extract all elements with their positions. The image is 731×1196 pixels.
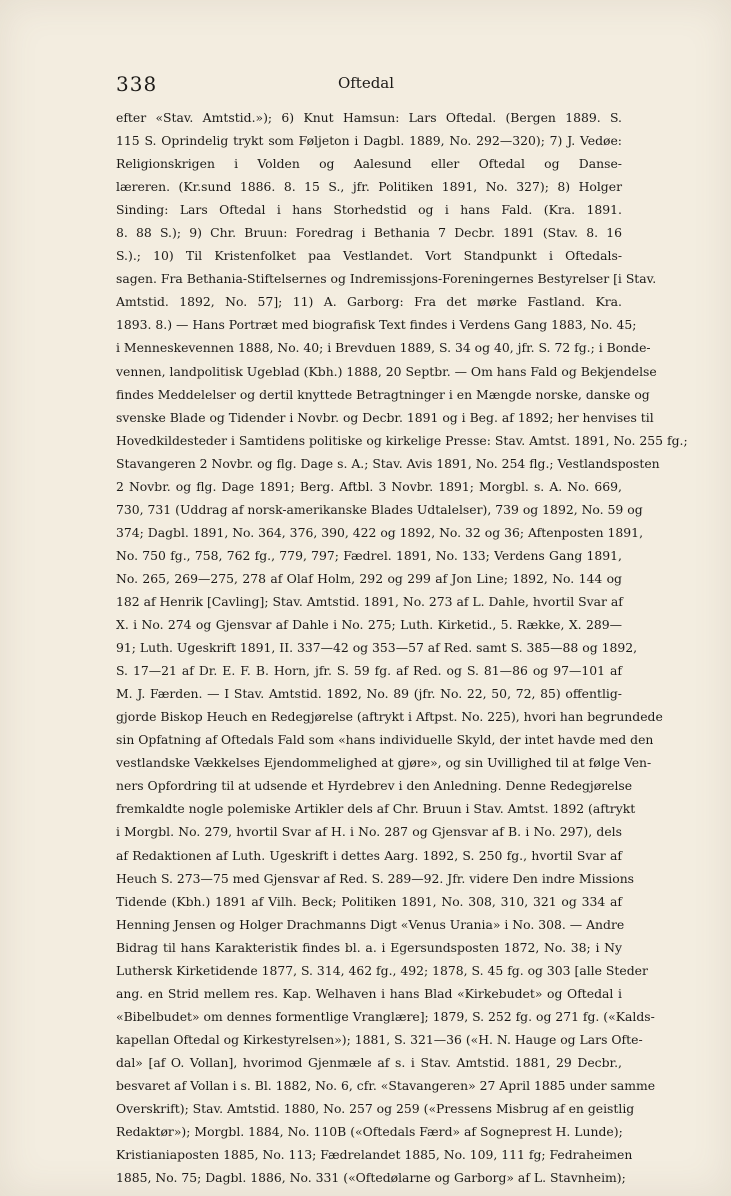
text-line: svenske Blade og Tidender i Novbr. og Decbr. 1891 og i Beg. af 1892; her henvises til: [116, 409, 654, 425]
text-line: sin Opfatning af Oftedals Fald som «hans individuelle Skyld, der intet havde med den: [116, 732, 654, 748]
running-title: Oftedal: [337, 74, 395, 92]
text-line: No. 750 fg., 758, 762 fg., 779, 797; Fædrel. 1891, No. 133; Verdens Gang 1891,: [116, 547, 622, 563]
text-line: X. i No. 274 og Gjensvar af Dahle i No. 275; Luth. Kirketid., 5. Række, X. 289—: [116, 617, 622, 633]
text-line: Tidende (Kbh.) 1891 af Vilh. Beck; Politiken 1891, No. 308, 310, 321 og 334 af: [116, 893, 622, 909]
text-line: 374; Dagbl. 1891, No. 364, 376, 390, 422 og 1892, No. 32 og 36; Aftenposten 1891,: [116, 524, 644, 540]
text-line: besvaret af Vollan i s. Bl. 1882, No. 6, cfr. «Stavangeren» 27 April 1885 under samme: [116, 1077, 656, 1093]
text-line: fremkaldte nogle polemiske Artikler dels af Chr. Bruun i Stav. Amtst. 1892 (aftrykt: [116, 801, 636, 817]
text-line: dal» [af O. Vollan], hvorimod Gjenmæle af s. i Stav. Amtstid. 1881, 29 Decbr.,: [116, 1054, 622, 1070]
running-head: [116, 68, 616, 98]
text-line: Stavangeren 2 Novbr. og flg. Dage s. A.; Stav. Avis 1891, No. 254 flg.; Vestlandsposten: [116, 455, 660, 471]
text-line: vestlandske Vækkelses Ejendommelighed at gjøre», og sin Uvillighed til at følge Ven-: [116, 755, 652, 771]
text-line: 1885, No. 75; Dagbl. 1886, No. 331 («Oftedølarne og Garborg» af L. Stavnheim);: [116, 1170, 626, 1186]
text-line: Bidrag til hans Karakteristik findes bl. a. i Egersundsposten 1872, No. 38; i Ny: [116, 939, 622, 955]
text-line: sagen. Fra Bethania-Stiftelsernes og Indremissjons-Foreningernes Bestyrelser [i Stav.: [116, 271, 657, 287]
text-line: 2 Novbr. og flg. Dage 1891; Berg. Aftbl. 3 Novbr. 1891; Morgbl. s. A. No. 669,: [116, 478, 622, 494]
text-line: 1893. 8.) — Hans Portræt med biografisk Text findes i Verdens Gang 1883, No. 45;: [116, 317, 637, 333]
text-line: Sinding: Lars Oftedal i hans Storhedstid og i hans Fald. (Kra. 1891.: [116, 202, 622, 218]
text-line: 8. 88 S.); 9) Chr. Bruun: Foredrag i Bethania 7 Decbr. 1891 (Stav. 8. 16: [116, 225, 622, 241]
text-line: Luthersk Kirketidende 1877, S. 314, 462 fg., 492; 1878, S. 45 fg. og 303 [alle Steder: [116, 962, 648, 978]
text-line: Amtstid. 1892, No. 57]; 11) A. Garborg: Fra det mørke Fastland. Kra.: [116, 294, 622, 310]
text-line: «Bibelbudet» om dennes formentlige Vranglære]; 1879, S. 252 fg. og 271 fg. («Kalds-: [116, 1008, 655, 1024]
text-line: kapellan Oftedal og Kirkestyrelsen»); 1881, S. 321—36 («H. N. Hauge og Lars Ofte-: [116, 1031, 643, 1047]
text-line: Overskrift); Stav. Amtstid. 1880, No. 257 og 259 («Pressens Misbrug af en geistlig: [116, 1101, 635, 1117]
text-line: 91; Luth. Ugeskrift 1891, II. 337—42 og 353—57 af Red. samt S. 385—88 og 1892,: [116, 640, 638, 656]
text-line: 730, 731 (Uddrag af norsk-amerikanske Blades Udtalelser), 739 og 1892, No. 59 og: [116, 501, 643, 517]
text-line: Religionskrigen i Volden og Aalesund eller Oftedal og Danse-: [116, 156, 622, 172]
body-text: [116, 106, 688, 1189]
text-line: i Morgbl. No. 279, hvortil Svar af H. i No. 287 og Gjensvar af B. i No. 297), dels: [116, 824, 622, 840]
text-line: Redaktør»); Morgbl. 1884, No. 110B («Oftedals Færd» af Sogneprest H. Lunde);: [116, 1124, 623, 1140]
page-number: 338: [116, 72, 158, 96]
text-line: Kristianiaposten 1885, No. 113; Fædrelandet 1885, No. 109, 111 fg; Fedraheimen: [116, 1147, 633, 1163]
text-line: S.).; 10) Til Kristenfolket paa Vestlandet. Vort Standpunkt i Oftedals-: [116, 248, 622, 264]
text-line: Henning Jensen og Holger Drachmanns Digt «Venus Urania» i No. 308. — Andre: [116, 916, 625, 932]
text-line: Heuch S. 273—75 med Gjensvar af Red. S. 289—92. Jfr. videre Den indre Missions: [116, 870, 635, 886]
text-line: vennen, landpolitisk Ugeblad (Kbh.) 1888, 20 Septbr. — Om hans Fald og Bekjendelse: [116, 363, 657, 379]
text-line: ners Opfordring til at udsende et Hyrdebrev i den Anledning. Denne Redegjørelse: [116, 778, 633, 794]
text-line: Hovedkildesteder i Samtidens politiske og kirkelige Presse: Stav. Amtst. 1891, No. 255 fg.;: [116, 432, 688, 448]
text-line: af Redaktionen af Luth. Ugeskrift i dettes Aarg. 1892, S. 250 fg., hvortil Svar af: [116, 847, 622, 863]
text-line: gjorde Biskop Heuch en Redegjørelse (aftrykt i Aftpst. No. 225), hvori han begrundede: [116, 709, 663, 725]
text-line: læreren. (Kr.sund 1886. 8. 15 S., jfr. Politiken 1891, No. 327); 8) Holger: [116, 179, 622, 195]
text-line: M. J. Færden. — I Stav. Amtstid. 1892, No. 89 (jfr. No. 22, 50, 72, 85) offentlig-: [116, 686, 622, 702]
text-line: findes Meddelelser og dertil knyttede Betragtninger i en Mængde norske, danske og: [116, 386, 650, 402]
text-line: 182 af Henrik [Cavling]; Stav. Amtstid. 1891, No. 273 af L. Dahle, hvortil Svar af: [116, 593, 623, 609]
text-line: ang. en Strid mellem res. Kap. Welhaven i hans Blad «Kirkebudet» og Oftedal i: [116, 985, 622, 1001]
text-line: No. 265, 269—275, 278 af Olaf Holm, 292 og 299 af Jon Line; 1892, No. 144 og: [116, 570, 622, 586]
text-line: i Menneskevennen 1888, No. 40; i Brevduen 1889, S. 34 og 40, jfr. S. 72 fg.; i Bonde-: [116, 340, 651, 356]
text-line: 115 S. Oprindelig trykt som Føljeton i Dagbl. 1889, No. 292—320); 7) J. Vedøe:: [116, 133, 622, 149]
text-line: efter «Stav. Amtstid.»); 6) Knut Hamsun: Lars Oftedal. (Bergen 1889. S.: [116, 110, 622, 125]
text-line: S. 17—21 af Dr. E. F. B. Horn, jfr. S. 59 fg. af Red. og S. 81—86 og 97—101 af: [116, 663, 622, 679]
